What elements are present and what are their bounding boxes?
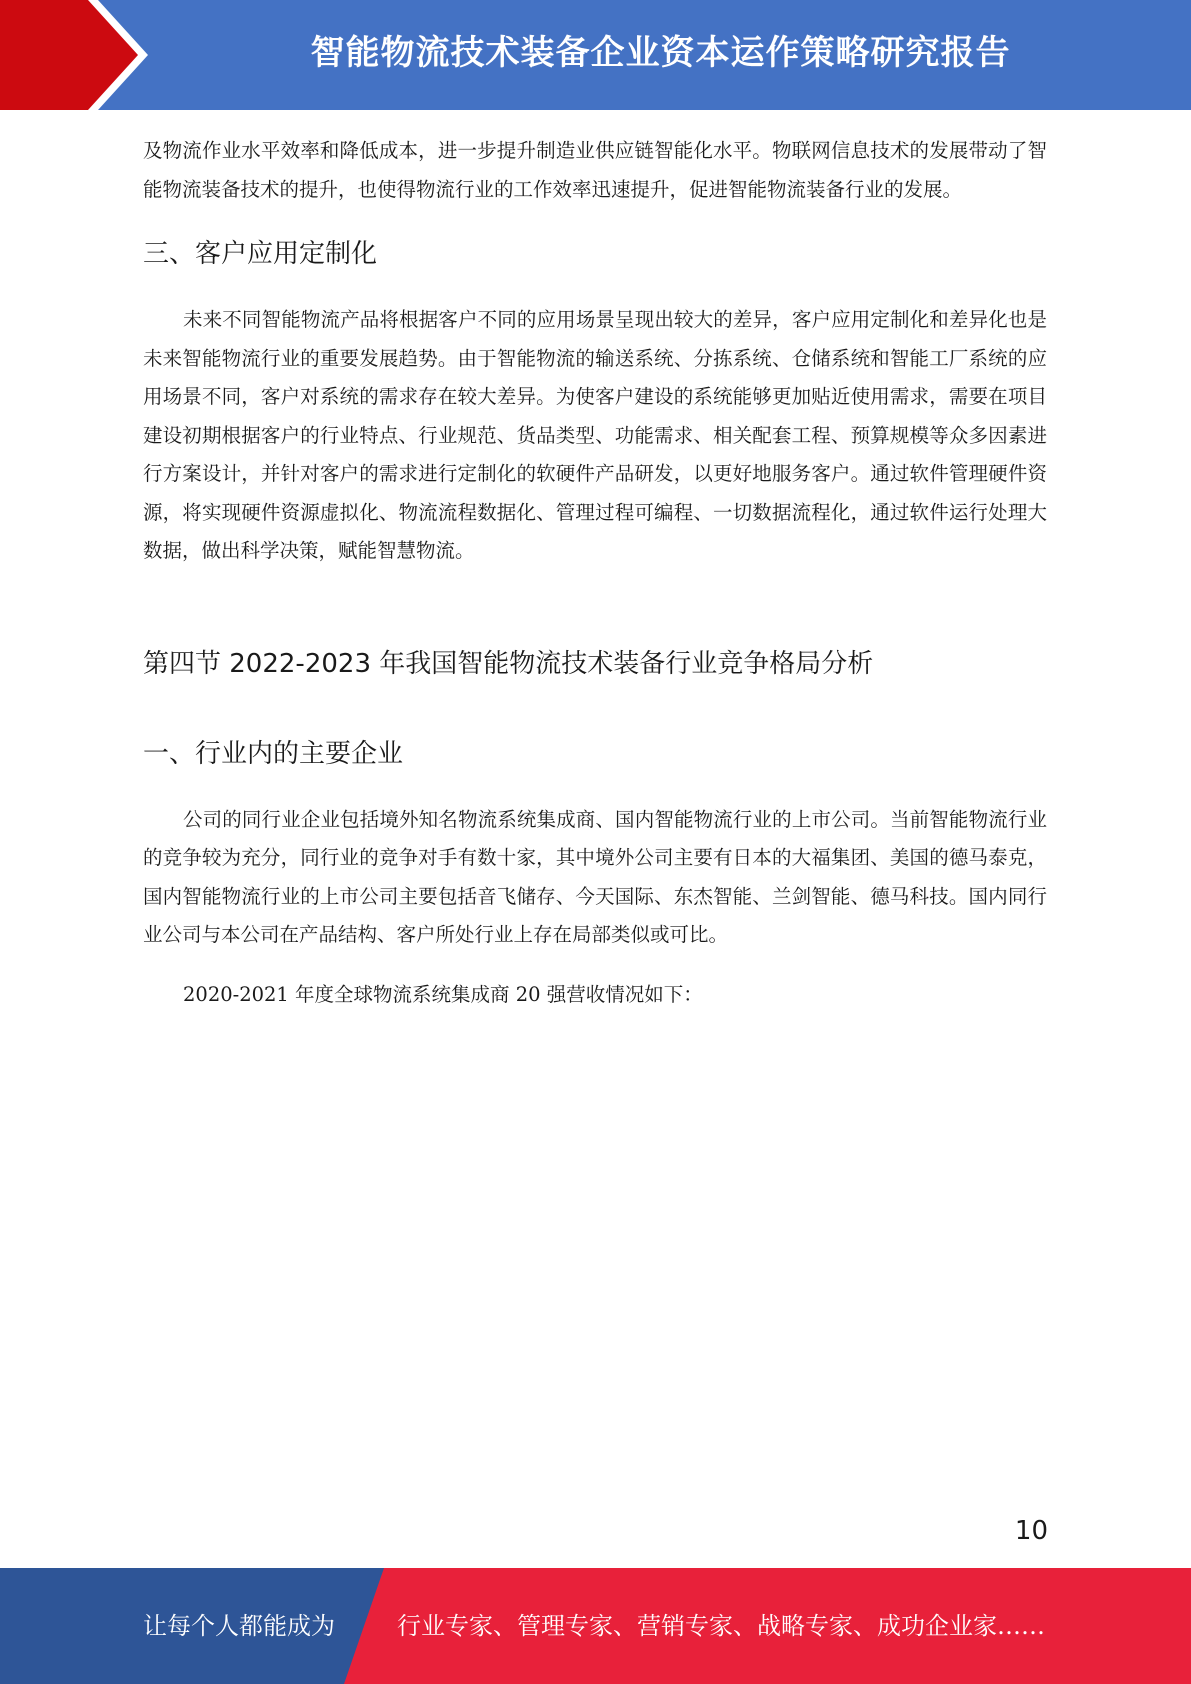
subsection-heading-customization: 三、客户应用定制化 [143, 239, 378, 269]
customization-paragraph: 未来不同智能物流产品将根据客户不同的应用场景呈现出较大的差异，客户应用定制化和差异化也是未来智能物流行业的重要发展趋势。由于智能物流的输送系统、分拣系统、仓储系统和智能工厂系统的应用场景不同，客户对系统的需求存在较大差异。为使客户建设的系统能够更加贴近使用需求，需要在项目建设初期根据客户的行业特点、行业规范、货品类型、功能需求、相关配套工程、预算规模等众多因素进行方案设计，并针对客户的需求进行定制化的软硬件产品研发，以更好地服务客户。通过软件管理硬件资源，将实现硬件资源虚拟化、物流流程数据化、管理过程可编程、一切数据流程化，通过软件运行处理大数据，做出科学决策，赋能智慧物流。 [143, 308, 1047, 562]
ranking-intro-note: 2020-2021 年度全球物流系统集成商 20 强营收情况如下： [183, 982, 703, 1006]
subsection-heading-major-companies: 一、行业内的主要企业 [143, 738, 404, 769]
report-title: 智能物流技术装备企业资本运作策略研究报告 [310, 33, 1011, 73]
footer-slogan-left: 让每个人都能成为 [143, 1612, 335, 1640]
page-number: 10 [1014, 1516, 1048, 1546]
footer-banner [0, 1568, 1191, 1684]
major-companies-paragraph: 公司的同行业企业包括境外知名物流系统集成商、国内智能物流行业的上市公司。当前智能物流行业的竞争较为充分，同行业的竞争对手有数十家，其中境外公司主要有日本的大福集团、美国的德马泰克，国内智能物流行业的上市公司主要包括音飞储存、今天国际、东杰智能、兰剑智能、德马科技。国内同行业公司与本公司在产品结构、客户所处行业上存在局部类似或可比。 [143, 807, 1047, 946]
header-banner [0, 0, 1191, 110]
intro-paragraph: 及物流作业水平效率和降低成本，进一步提升制造业供应链智能化水平。物联网信息技术的发展带动了智能物流装备技术的提升，也使得物流行业的工作效率迅速提升，促进智能物流装备行业的发展。 [143, 139, 1047, 201]
footer-slogan-right: 行业专家、管理专家、营销专家、战略专家、成功企业家…… [397, 1612, 1045, 1640]
section-heading-competition: 第四节 2022-2023 年我国智能物流技术装备行业竞争格局分析 [143, 648, 874, 679]
document-body [143, 132, 1047, 1014]
